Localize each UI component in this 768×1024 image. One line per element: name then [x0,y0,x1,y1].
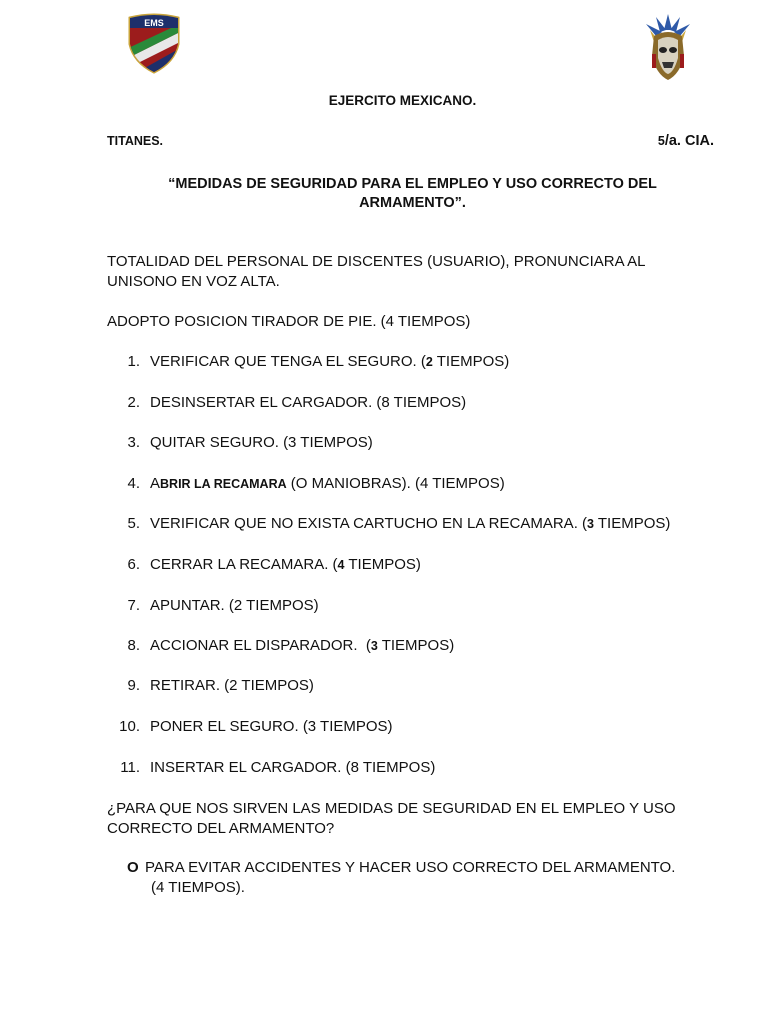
organization-title: EJERCITO MEXICANO. [328,93,477,108]
step-text-content: QUITAR SEGURO. (3 TIEMPOS) [150,434,373,451]
step-item [107,676,727,696]
step-item [107,758,727,778]
step-time-count: 2 [425,355,433,369]
step-number: 5. [127,515,140,532]
step-text [150,474,505,494]
step-text [150,596,319,616]
step-number: 10. [119,718,140,735]
step-item [107,596,727,616]
answer-line-2: (4 TIEMPOS). [151,879,245,896]
step-text-content: DESINSERTAR EL CARGADOR. (8 TIEMPOS) [150,394,467,411]
step-number: 6. [127,556,140,573]
step-time-count: 4 [337,558,345,572]
step-item [107,514,727,534]
step-text-pre: ACCIONAR EL DISPARADOR. ( [150,637,371,654]
step-text-content: RETIRAR. (2 TIEMPOS) [150,677,314,694]
step-text [150,636,454,656]
step-text [150,433,373,453]
document-title: “MEDIDAS DE SEGURIDAD PARA EL EMPLEO Y USO CORRECTO DEL ARMAMENTO”. [168,176,657,211]
ems-shield-logo [124,10,184,74]
step-text-post: TIEMPOS) [377,637,455,654]
step-text-smallcaps: BRIR LA RECAMARA [160,477,287,491]
bullet-circle-icon: O [127,859,139,876]
step-number: 8. [127,637,140,654]
step-item [107,717,727,737]
step-text-pre: VERIFICAR QUE NO EXISTA CARTUCHO EN LA RECAMARA. ( [150,515,588,532]
position-paragraph: ADOPTO POSICION TIRADOR DE PIE. (4 TIEMPOS) [107,313,471,330]
step-number: 4. [127,475,140,492]
company-suffix: /a. CIA. [664,133,714,149]
step-text-first: A [150,475,161,492]
step-text-content: INSERTAR EL CARGADOR. (8 TIEMPOS) [150,759,436,776]
intro-paragraph: TOTALIDAD DEL PERSONAL DE DISCENTES (USUARIO), PRONUNCIARA AL UNISONO EN VOZ ALTA. [107,253,645,290]
step-text-rest: (O MANIOBRAS). (4 TIEMPOS) [286,475,505,492]
step-text [150,758,435,778]
svg-text:EMS: EMS [144,18,164,28]
question-paragraph: ¿PARA QUE NOS SIRVEN LAS MEDIDAS DE SEGURIDAD EN EL EMPLEO Y USO CORRECTO DEL ARMAMENTO? [107,800,676,837]
step-text-pre: VERIFICAR QUE TENGA EL SEGURO. ( [150,353,426,370]
step-text [150,514,670,534]
step-number: 7. [127,597,140,614]
step-item [107,636,727,656]
unit-name-label: TITANES. [107,134,164,148]
answer-item [127,858,727,898]
step-number: 11. [120,759,140,776]
step-text-pre: CERRAR LA RECAMARA. ( [150,556,338,573]
step-time-count: 3 [587,517,594,531]
step-item [107,393,727,413]
step-text-post: TIEMPOS) [344,556,421,573]
company-number: 5 [657,134,665,148]
step-text-post: TIEMPOS) [593,515,671,532]
step-text [150,393,466,413]
step-text [150,555,421,575]
step-item [107,352,727,372]
titanes-mask-logo [640,14,696,82]
step-item [107,555,727,575]
step-text [150,676,314,696]
step-time-count: 3 [370,639,378,653]
step-number: 1. [127,353,140,370]
step-number: 2. [127,394,140,411]
step-text-content: PONER EL SEGURO. (3 TIEMPOS) [150,718,393,735]
step-text [150,717,393,737]
step-text [150,352,509,372]
step-number: 9. [127,677,140,694]
step-item [107,474,727,494]
answer-line-1: PARA EVITAR ACCIDENTES Y HACER USO CORRECTO DEL ARMAMENTO. [145,859,676,876]
step-number: 3. [127,434,140,451]
step-text-content: APUNTAR. (2 TIEMPOS) [150,597,319,614]
step-item [107,433,727,453]
company-label [658,133,714,149]
step-text-post: TIEMPOS) [432,353,510,370]
